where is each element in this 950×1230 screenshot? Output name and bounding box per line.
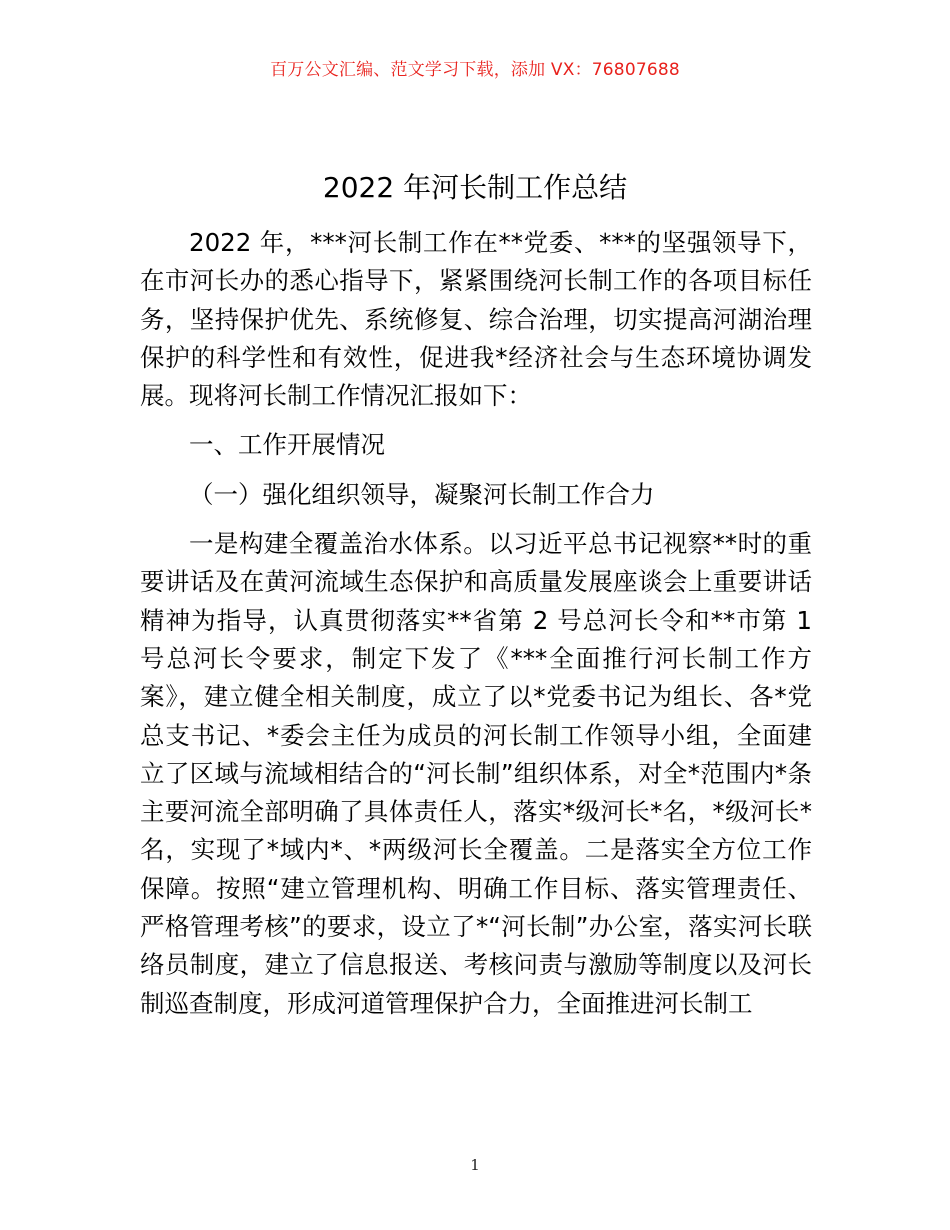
header-watermark-note: 百万公文汇编、范文学习下载，添加 VX：76807688 [270, 60, 680, 80]
subsection-heading: （一）强化组织领导，凝聚河长制工作合力 [189, 479, 655, 509]
page-number: 1 [470, 1156, 480, 1174]
document-title: 2022 年河长制工作总结 [322, 171, 628, 204]
body-paragraph: 一是构建全覆盖治水体系。以习近平总书记视察**时的重要讲话及在黄河流域生态保护和高质量发展座谈会上重要讲话精神为指导，认真贯彻落实**省第 2 号总河长令和**市第 1 号总河长令要求，制定下发了《***全面推行河长制工作方案》，建立健全相关制度，成立了以*党委书记为组长、各*党总支书记、*委会主任为成员的河长制工作领导小组，全面建立了区域与流域相结合的“河长制”组织体系，对全*范围内*条主要河流全部明确了具体责任人，落实*级河长*名，*级河长*名，实现了*域内*、*两级河长全覆盖。二是落实全方位工作保障。按照“建立管理机构、明确工作目标、落实管理责任、严格管理考核”的要求，设立了*“河长制”办公室，落实河长联络员制度，建立了信息报送、考核问责与激励等制度以及河长制巡查制度，形成河道管理保护合力，全面推进河长制工 [140, 529, 812, 1018]
section-heading: 一、工作开展情况 [189, 430, 385, 460]
intro-paragraph: 2022 年，***河长制工作在**党委、***的坚强领导下，在市河长办的悉心指导下，紧紧围绕河长制工作的各项目标任务，坚持保护优先、系统修复、综合治理，切实提高河湖治理保护的科学性和有效性，促进我*经济社会与生态环境协调发展。现将河长制工作情况汇报如下： [140, 228, 812, 411]
document-body [140, 224, 812, 1023]
